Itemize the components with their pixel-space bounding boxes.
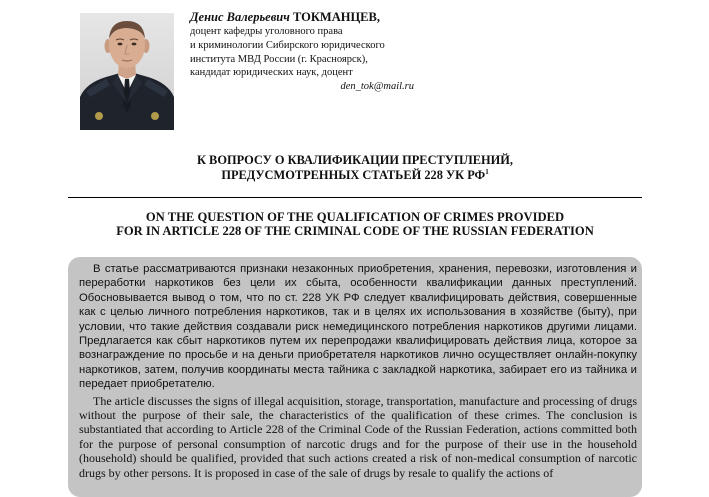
article-title-english xyxy=(68,210,642,239)
abstract-english: The article discusses the signs of illegal acquisition, storage, transportation, manufacture and processing of drugs without the purpose of their sale, the characteristics of the qualification of these crimes. The conclusion is substantiated that according to Article 228 of the Criminal Code of the Russian Federation, actions committed both for the purpose of personal consumption of narcotic drugs and for the purpose of their use in the household (household) should be qualified, provided that such actions created a risk of non-medical consumption of narcotic drugs by other persons. It is proposed in case of the sale of drugs by resale to qualify the actions of xyxy=(79,393,637,480)
article-title-russian xyxy=(100,153,610,182)
footnote-mark[interactable]: 1 xyxy=(485,167,489,176)
title-divider xyxy=(68,197,642,198)
abstract-russian: В статье рассматриваются признаки незаконных приобретения, хранения, перевозки, изготовления и переработки наркотиков без цели их сбыта, особенности квалификации данных преступлений. Обосновывается вывод о том, что по ст. 228 УК РФ следует квалифицировать действия, совершенные как с целью личного потребления наркотиков, так и в целях их использования в хозяйстве (быту), при условии, что такие действия создавали риск немедицинского потребления наркотиков другими лицами. Предлагается как сбыт наркотиков путем их перепродажи квалифицировать действия лица, которое за вознаграждение по просьбе и на деньги приобретателя наркотиков лично осуществляет онлайн-покупку наркотиков, затем, получив координаты места тайника с закладкой наркотика, забирает его из тайника и передает приобретателю. xyxy=(79,263,637,391)
author-name xyxy=(190,9,414,25)
title-ru-line-1: К ВОПРОСУ О КВАЛИФИКАЦИИ ПРЕСТУПЛЕНИЙ, xyxy=(196,153,514,167)
author-surname: ТОКМАНЦЕВ, xyxy=(292,10,380,24)
title-ru-line-2 xyxy=(100,168,610,183)
author-info-block xyxy=(190,9,414,94)
title-en-line-2: FOR IN ARTICLE 228 OF THE CRIMINAL CODE OF THE RUSSIAN FEDERATION xyxy=(116,224,594,239)
abstract-box xyxy=(68,257,642,497)
title-ru-line-2-text: ПРЕДУСМОТРЕННЫХ СТАТЬЕЙ 228 УК РФ xyxy=(221,167,486,182)
author-email[interactable]: den_tok@mail.ru xyxy=(340,81,414,93)
title-en-line-1: ON THE QUESTION OF THE QUALIFICATION OF CRIMES PROVIDED xyxy=(145,210,565,224)
author-given-names: Денис Валерьевич xyxy=(190,10,290,24)
author-photo xyxy=(80,13,174,130)
author-portrait-image xyxy=(80,13,174,130)
author-position: доцент кафедры уголовного права и криминологии Сибирского юридического института МВД России (г. Красноярск), кандидат юридических наук, доцент xyxy=(190,26,385,79)
